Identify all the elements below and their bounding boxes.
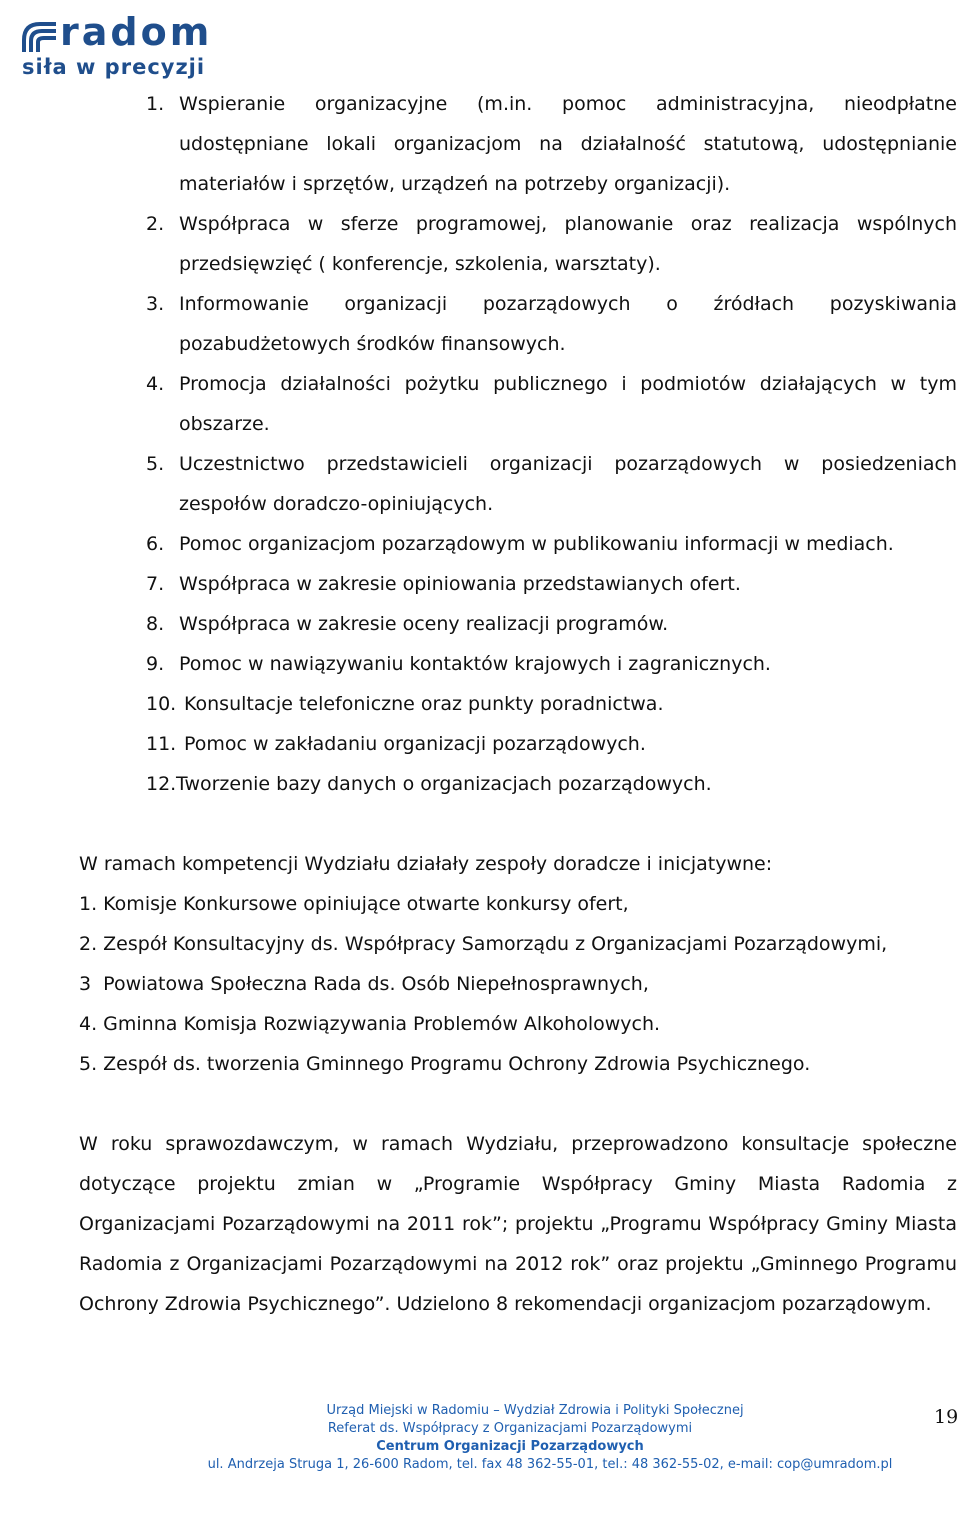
footer-office-line: Urząd Miejski w Radomiu – Wydział Zdrowia i Polityki Społecznej	[326, 1403, 744, 1418]
list-item: 5. Zespół ds. tworzenia Gminnego Programu Ochrony Zdrowia Psychicznego.	[79, 1053, 811, 1075]
list-item-text: Pomoc organizacjom pozarządowym w publikowaniu informacji w mediach.	[179, 533, 894, 555]
list-item	[0, 364, 960, 444]
radom-logo	[20, 10, 230, 82]
radom-logo-arcs-icon	[20, 18, 60, 54]
list-item-number: 3.	[146, 293, 165, 315]
list-item: 1. Komisje Konkursowe opiniujące otwarte konkursy ofert,	[79, 893, 629, 915]
support-forms-list	[0, 84, 960, 804]
logo-wordmark: radom	[60, 10, 213, 54]
list-item	[0, 684, 960, 724]
list-item-text: Współpraca w zakresie oceny realizacji programów.	[179, 613, 669, 635]
list-item-number: 2.	[146, 213, 165, 235]
list-item-text: Wspieranie organizacyjne (m.in. pomoc administracyjna, nieodpłatne udostępniane lokali organizacjom na działalność statutową, udostępnianie materiałów i sprzętów, urządzeń na potrzeby organizacji).	[179, 93, 957, 195]
list-item-number: 11.	[146, 733, 177, 755]
list-item-number: 4.	[146, 373, 165, 395]
list-item	[0, 524, 960, 564]
list-item	[0, 444, 960, 524]
list-item-text: Konsultacje telefoniczne oraz punkty poradnictwa.	[184, 693, 664, 715]
list-item-number: 10.	[146, 693, 177, 715]
advisory-teams-section	[0, 844, 960, 1084]
section-heading: W ramach kompetencji Wydziału działały zespoły doradcze i inicjatywne:	[79, 853, 773, 875]
list-item-text: Współpraca w zakresie opiniowania przedstawianych ofert.	[179, 573, 741, 595]
document-body	[0, 84, 960, 1324]
logo-slogan: siła w precyzji	[22, 55, 206, 79]
list-item-number: 9.	[146, 653, 165, 675]
list-item	[0, 724, 960, 764]
list-item-text: Promocja działalności pożytku publicznego i podmiotów działających w tym obszarze.	[179, 373, 957, 435]
list-item	[0, 204, 960, 284]
list-item-number: 7.	[146, 573, 165, 595]
page-number: 19	[934, 1406, 959, 1428]
list-item-text: Pomoc w nawiązywaniu kontaktów krajowych i zagranicznych.	[179, 653, 771, 675]
list-item	[0, 84, 960, 204]
list-item	[0, 764, 960, 804]
list-item	[0, 564, 960, 604]
list-item	[0, 644, 960, 684]
list-item-number: 5.	[146, 453, 165, 475]
list-item	[0, 284, 960, 364]
list-item-number: 6.	[146, 533, 165, 555]
list-item-number: 12.	[146, 773, 177, 795]
page-footer	[0, 1402, 960, 1474]
footer-department-line: Referat ds. Współpracy z Organizacjami Pozarządowymi	[327, 1421, 693, 1436]
list-item-text: Tworzenie bazy danych o organizacjach pozarządowych.	[176, 773, 712, 795]
list-item-text: Pomoc w zakładaniu organizacji pozarządowych.	[184, 733, 646, 755]
list-item: 3 Powiatowa Społeczna Rada ds. Osób Niepełnosprawnych,	[79, 973, 649, 995]
list-item-number: 1.	[146, 93, 165, 115]
list-item-number: 8.	[146, 613, 165, 635]
footer-contact-line: ul. Andrzeja Struga 1, 26-600 Radom, tel. fax 48 362-55-01, tel.: 48 362-55-02, e-mail: cop@umradom.pl	[207, 1457, 893, 1472]
list-item: 2. Zespół Konsultacyjny ds. Współpracy Samorządu z Organizacjami Pozarządowymi,	[79, 933, 888, 955]
list-item-text: Uczestnictwo przedstawicieli organizacji pozarządowych w posiedzeniach zespołów doradczo-opiniujących.	[179, 453, 957, 515]
list-item: 4. Gminna Komisja Rozwiązywania Problemów Alkoholowych.	[79, 1013, 661, 1035]
list-item	[0, 604, 960, 644]
consultations-paragraph: W roku sprawozdawczym, w ramach Wydziału, przeprowadzono konsultacje społeczne dotyczące projektu zmian w „Programie Współpracy Gminy Miasta Radomia z Organizacjami Pozarządowymi na 2011 rok”; projektu „Programu Współpracy Gminy Miasta Radomia z Organizacjami Pozarządowymi na 2012 rok” oraz projektu „Gminnego Programu Ochrony Zdrowia Psychicznego”. Udzielono 8 rekomendacji organizacjom pozarządowym.	[79, 1133, 957, 1315]
list-item-text: Informowanie organizacji pozarządowych o źródłach pozyskiwania pozabudżetowych środków finansowych.	[179, 293, 957, 355]
footer-center-line: Centrum Organizacji Pozarządowych	[376, 1439, 644, 1454]
list-item-text: Współpraca w sferze programowej, planowanie oraz realizacja wspólnych przedsięwzięć ( konferencje, szkolenia, warsztaty).	[179, 213, 957, 275]
